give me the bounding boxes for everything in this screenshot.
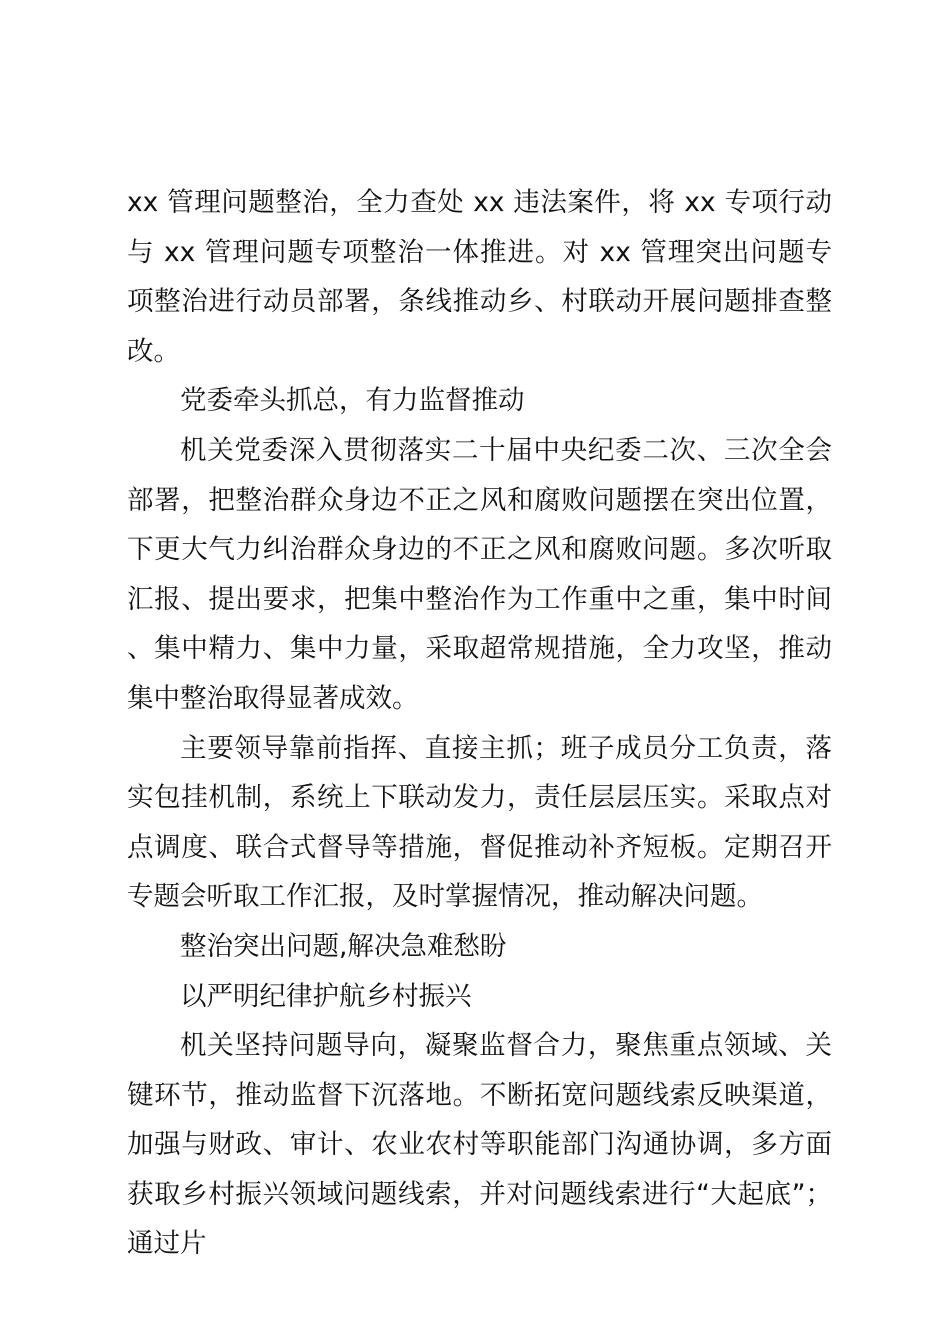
paragraph-leadership: 主要领导靠前指挥、直接主抓；班子成员分工负责，落实包挂机制，系统上下联动发力，责任层层压实。采取点对点调度、联合式督导等措施，督促推动补齐短板。定期召开专题会听取工作汇报，及时掌握情况，推动解决问题。: [127, 732, 832, 913]
paragraph-continuation: xx 管理问题整治，全力查处 xx 违法案件，将 xx 专项行动与 xx 管理问题专项整治一体推进。对 xx 管理突出问题专项整治进行动员部署，条线推动乡、村联动开展问题排查整改。: [127, 187, 832, 367]
section-heading-party-committee: 党委牵头抓总，有力监督推动: [180, 385, 525, 417]
paragraph-party-committee: 机关党委深入贯彻落实二十届中央纪委二次、三次全会部署，把整治群众身边不正之风和腐败问题摆在突出位置，下更大气力纠治群众身边的不正之风和腐败问题。多次听取汇报、提出要求，把集中整治作为工作重中之重，集中时间、集中精力、集中力量，采取超常规措施，全力攻坚，推动集中整治取得显著成效。: [127, 434, 832, 714]
document-body: [127, 178, 832, 1269]
section-heading-rectify-problems: 整治突出问题,解决急难愁盼: [180, 930, 507, 962]
paragraph-problem-oriented: 机关坚持问题导向，凝聚监督合力，聚焦重点领域、关键环节，推动监督下沉落地。不断拓宽问题线索反映渠道，加强与财政、审计、农业农村等职能部门沟通协调，多方面获取乡村振兴领域问题线索，并对问题线索进行“大起底”；通过片: [127, 1030, 832, 1260]
section-heading-rural-revitalization: 以严明纪律护航乡村振兴: [180, 980, 472, 1012]
